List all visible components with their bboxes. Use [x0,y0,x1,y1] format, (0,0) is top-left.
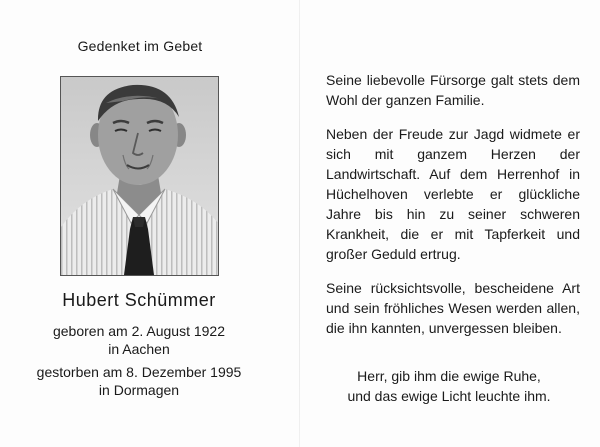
birth-place: in Aachen [108,341,170,357]
eulogy-paragraph: Seine liebevolle Fürsorge galt stets dem Wohl der ganzen Familie. [326,72,580,108]
eulogy-paragraph: Neben der Freude zur Jagd widmete er sich mit ganzem Herzen der Landwirtschaft. Auf dem Herrenhof in Hüchelhoven verlebte er glückliche Jahre bis hin zu seiner schweren Krankheit, die er mit Tapferkeit und großer Geduld ertrug. [326,126,580,262]
portrait-image [61,77,218,275]
eulogy-text [326,70,580,352]
heading: Gedenket im Gebet [77,38,203,54]
closing-line-1: Herr, gib ihm die ewige Ruhe, [357,368,541,384]
birth-date: geboren am 2. August 1922 [52,323,226,339]
deceased-name: Hubert Schümmer [62,290,216,310]
eulogy-paragraph: Seine rücksichtsvolle, bescheidene Art und sein fröhliches Wesen werden allen, die ihn kannten, unvergessen bleiben. [326,280,580,336]
closing-line-2: und das ewige Licht leuchte ihm. [347,388,551,404]
death-place: in Dormagen [98,382,180,398]
closing-prayer [310,366,588,406]
death-date: gestorben am 8. Dezember 1995 [36,364,242,380]
portrait-photo [60,76,219,276]
